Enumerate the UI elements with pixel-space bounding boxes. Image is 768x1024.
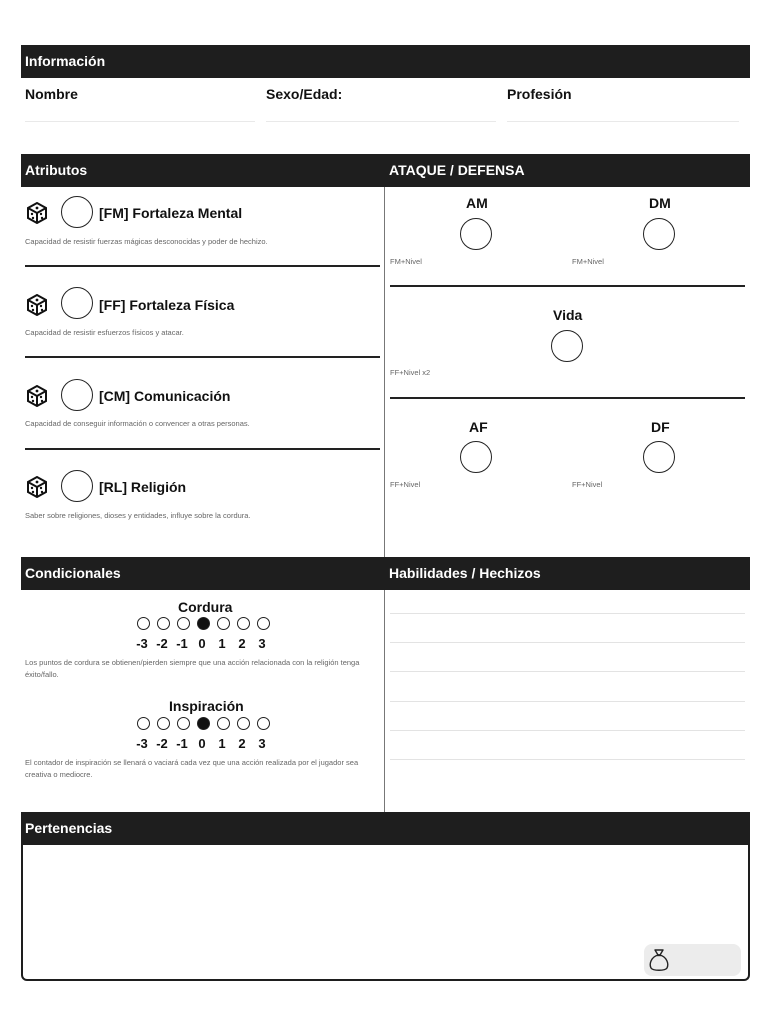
af-value-circle[interactable] bbox=[460, 441, 492, 473]
inspiracion-pip[interactable] bbox=[137, 717, 150, 730]
df-formula: FF+Nivel bbox=[572, 480, 603, 489]
inspiracion-scale-number: 3 bbox=[258, 736, 266, 751]
inspiracion-pip[interactable] bbox=[217, 717, 230, 730]
vida-value-circle[interactable] bbox=[551, 330, 583, 362]
condicionales-header: Condicionales bbox=[21, 557, 385, 590]
cordura-scale-number: -3 bbox=[136, 636, 148, 651]
ff-value-circle[interactable] bbox=[61, 287, 93, 319]
cordura-pip[interactable] bbox=[257, 617, 270, 630]
cordura-pip[interactable] bbox=[197, 617, 210, 630]
fm-title: [FM] Fortaleza Mental bbox=[99, 205, 243, 221]
cordura-scale-number: 1 bbox=[218, 636, 226, 651]
attribute-divider bbox=[25, 448, 380, 450]
cordura-pip[interactable] bbox=[177, 617, 190, 630]
dm-value-circle[interactable] bbox=[643, 218, 675, 250]
inspiracion-description: El contador de inspiración se llenará o vaciará cada vez que una acción realizada por el jugador sea creativa o mediocre. bbox=[25, 758, 359, 779]
am-formula: FM+Nivel bbox=[390, 257, 422, 266]
money-bag-icon bbox=[647, 946, 671, 972]
fm-description: Capacidad de resistir fuerzas mágicas desconocidas y poder de hechizo. bbox=[25, 237, 268, 246]
dice-icon bbox=[27, 476, 47, 498]
cordura-scale-number: 3 bbox=[258, 636, 266, 651]
af-label: AF bbox=[469, 419, 488, 435]
am-value-circle[interactable] bbox=[460, 218, 492, 250]
inspiracion-scale-number: -3 bbox=[136, 736, 148, 751]
cordura-scale bbox=[134, 636, 270, 651]
dm-label: DM bbox=[649, 195, 671, 211]
inspiracion-scale-number: 0 bbox=[198, 736, 206, 751]
cordura-scale-number: -1 bbox=[176, 636, 188, 651]
skill-line[interactable] bbox=[390, 759, 745, 760]
ataque-defensa-header: ATAQUE / DEFENSA bbox=[385, 154, 750, 187]
dice-icon bbox=[27, 294, 47, 316]
ff-title: [FF] Fortaleza Física bbox=[99, 297, 235, 313]
rl-value-circle[interactable] bbox=[61, 470, 93, 502]
vida-formula: FF+Nivel x2 bbox=[390, 368, 431, 377]
nombre-label: Nombre bbox=[25, 86, 78, 102]
pertenencias-header: Pertenencias bbox=[21, 812, 750, 845]
rl-title: [RL] Religión bbox=[99, 479, 187, 495]
cordura-title: Cordura bbox=[178, 599, 233, 615]
sexo-edad-field[interactable] bbox=[266, 121, 496, 122]
vida-label: Vida bbox=[553, 307, 583, 323]
column-divider-bottom bbox=[384, 590, 385, 812]
skill-line[interactable] bbox=[390, 730, 745, 731]
inspiracion-scale-number: 1 bbox=[218, 736, 226, 751]
cordura-scale-number: -2 bbox=[156, 636, 168, 651]
nombre-field[interactable] bbox=[25, 121, 255, 122]
info-header: Información bbox=[21, 45, 750, 78]
inspiracion-pip[interactable] bbox=[257, 717, 270, 730]
inspiracion-pip[interactable] bbox=[157, 717, 170, 730]
inspiracion-track[interactable] bbox=[135, 717, 271, 730]
inspiracion-scale-number: -2 bbox=[156, 736, 168, 751]
df-label: DF bbox=[651, 419, 670, 435]
cm-description: Capacidad de conseguir información o convencer a otras personas. bbox=[25, 419, 250, 428]
attribute-divider bbox=[25, 265, 380, 267]
ataque-divider bbox=[390, 285, 745, 287]
profesion-field[interactable] bbox=[507, 121, 739, 122]
skill-line[interactable] bbox=[390, 642, 745, 643]
atributos-header: Atributos bbox=[21, 154, 385, 187]
cordura-track[interactable] bbox=[135, 617, 271, 630]
inspiracion-pip[interactable] bbox=[237, 717, 250, 730]
attribute-divider bbox=[25, 356, 380, 358]
df-value-circle[interactable] bbox=[643, 441, 675, 473]
sexo-edad-label: Sexo/Edad: bbox=[266, 86, 343, 102]
skill-line[interactable] bbox=[390, 701, 745, 702]
profesion-label: Profesión bbox=[507, 86, 572, 102]
cordura-pip[interactable] bbox=[137, 617, 150, 630]
skill-line[interactable] bbox=[390, 613, 745, 614]
cordura-pip[interactable] bbox=[237, 617, 250, 630]
am-label: AM bbox=[466, 195, 488, 211]
dm-formula: FM+Nivel bbox=[572, 257, 604, 266]
cordura-pip[interactable] bbox=[157, 617, 170, 630]
dice-icon bbox=[27, 385, 47, 407]
cordura-scale-number: 0 bbox=[198, 636, 206, 651]
ff-description: Capacidad de resistir esfuerzos físicos y atacar. bbox=[25, 328, 184, 337]
cordura-pip[interactable] bbox=[217, 617, 230, 630]
inspiracion-scale-number: -1 bbox=[176, 736, 188, 751]
cm-title: [CM] Comunicación bbox=[99, 388, 231, 404]
habilidades-header: Habilidades / Hechizos bbox=[385, 557, 750, 590]
dice-icon bbox=[27, 202, 47, 224]
inspiracion-pip[interactable] bbox=[177, 717, 190, 730]
af-formula: FF+Nivel bbox=[390, 480, 421, 489]
cordura-scale-number: 2 bbox=[238, 636, 246, 651]
rl-description: Saber sobre religiones, dioses y entidades, influye sobre la cordura. bbox=[25, 511, 251, 520]
inspiracion-pip[interactable] bbox=[197, 717, 210, 730]
inspiracion-title: Inspiración bbox=[169, 698, 244, 714]
ataque-divider bbox=[390, 397, 745, 399]
skill-line[interactable] bbox=[390, 671, 745, 672]
column-divider-top bbox=[384, 187, 385, 557]
inspiracion-scale-number: 2 bbox=[238, 736, 246, 751]
cm-value-circle[interactable] bbox=[61, 379, 93, 411]
inspiracion-scale bbox=[134, 736, 270, 751]
cordura-description: Los puntos de cordura se obtienen/pierden siempre que una acción relacionada con la religión tenga éxito/fallo. bbox=[25, 658, 360, 679]
pertenencias-box[interactable] bbox=[21, 845, 750, 981]
fm-value-circle[interactable] bbox=[61, 196, 93, 228]
